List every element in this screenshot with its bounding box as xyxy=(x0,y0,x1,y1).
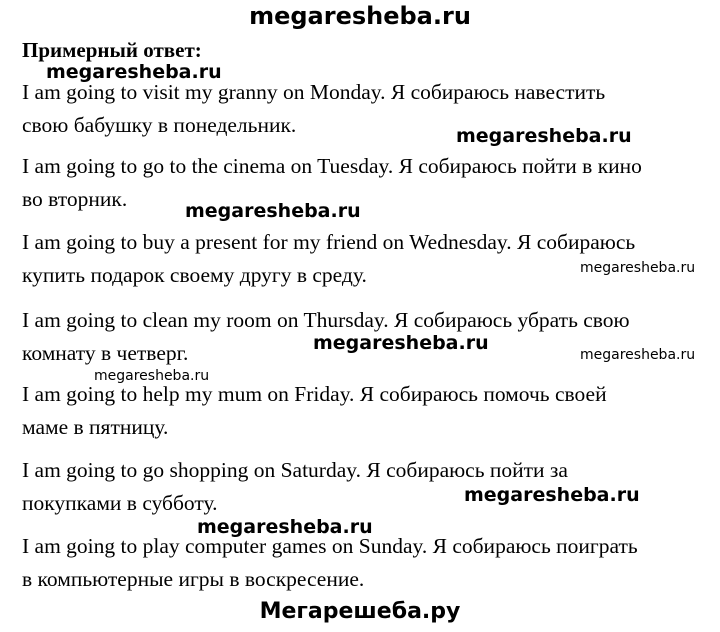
paragraph-line: в компьютерные игры в воскресение. xyxy=(22,567,365,591)
paragraph-line: I am going to visit my granny on Monday. Я собираюсь навестить xyxy=(22,80,606,104)
paragraph-line: I am going to play computer games on Sunday. Я собираюсь поиграть xyxy=(22,534,638,558)
paragraph-line: маме в пятницу. xyxy=(22,415,169,439)
paragraph-line: I am going to buy a present for my friend on Wednesday. Я собираюсь xyxy=(22,230,636,254)
paragraph-line: I am going to go shopping on Saturday. Я собираюсь пойти за xyxy=(22,458,568,482)
watermark: megaresheba.ru xyxy=(313,332,489,354)
paragraph-line: купить подарок своему другу в среду. xyxy=(22,263,367,287)
answer-paragraph-wednesday xyxy=(22,226,712,292)
answer-paragraph-tuesday xyxy=(22,150,712,216)
watermark: megaresheba.ru xyxy=(464,484,640,506)
watermark: megaresheba.ru xyxy=(456,125,632,147)
watermark: megaresheba.ru xyxy=(185,200,361,222)
site-footer-watermark: Мегарешеба.ру xyxy=(259,599,461,624)
site-header-watermark: megaresheba.ru xyxy=(249,2,471,30)
watermark: megaresheba.ru xyxy=(197,516,373,538)
paragraph-line: свою бабушку в понедельник. xyxy=(22,113,297,137)
watermark: megaresheba.ru xyxy=(580,347,696,363)
paragraph-line: во вторник. xyxy=(22,187,128,211)
paragraph-line: покупками в субботу. xyxy=(22,491,218,515)
paragraph-line: I am going to clean my room on Thursday. Я собираюсь убрать свою xyxy=(22,308,630,332)
paragraph-line: I am going to go to the cinema on Tuesday. Я собираюсь пойти в кино xyxy=(22,154,642,178)
watermark: megaresheba.ru xyxy=(46,61,222,83)
watermark: megaresheba.ru xyxy=(94,368,210,384)
answer-paragraph-sunday xyxy=(22,530,712,596)
paragraph-line: комнату в четверг. xyxy=(22,341,189,365)
answer-paragraph-friday xyxy=(22,378,712,444)
paragraph-line: I am going to help my mum on Friday. Я собираюсь помочь своей xyxy=(22,382,607,406)
answer-heading: Примерный ответ: xyxy=(22,38,202,62)
watermark: megaresheba.ru xyxy=(580,260,696,276)
